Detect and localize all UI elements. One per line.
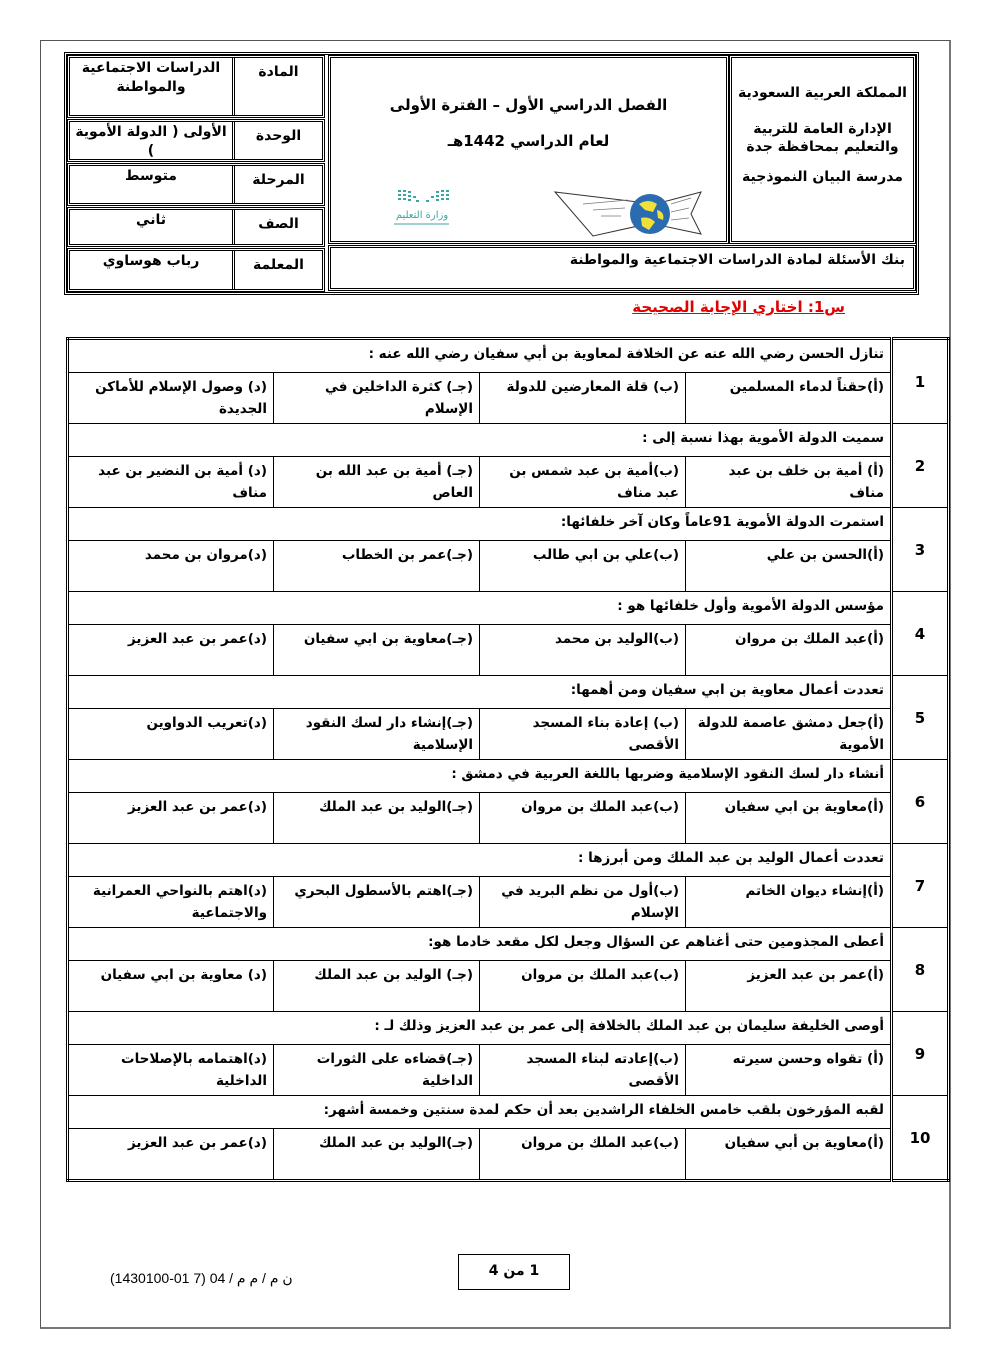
info-table (67, 55, 327, 292)
question-options-row (68, 1045, 949, 1096)
question-options-row (68, 625, 949, 676)
question-stem: تعددت أعمال الوليد بن عبد الملك ومن أبرزها : (68, 844, 892, 877)
subject-label: المادة (258, 64, 299, 80)
answer-option[interactable]: (ب)علي بن ابي طالب (480, 541, 686, 592)
info-row-unit (67, 119, 325, 162)
question-stem: سميت الدولة الأموية بهذا نسبة إلى : (68, 424, 892, 457)
question-number: 9 (892, 1012, 949, 1096)
answer-option[interactable]: (جـ)عمر بن الخطاب (274, 541, 480, 592)
answer-option[interactable]: (د)عمر بن عبد العزيز (68, 625, 274, 676)
info-row-subject (67, 55, 325, 118)
term-title: الفصل الدراسي الأول – الفترة الأولى (389, 96, 668, 114)
answer-option[interactable]: (ب)عبد الملك بن مروان (480, 1129, 686, 1181)
answer-option[interactable]: (د)اهتم بالنواحي العمرانية والاجتماعية (68, 877, 274, 928)
school-name: مدرسة البيان النموذجية (742, 169, 903, 185)
answer-option[interactable]: (ب)الوليد بن محمد (480, 625, 686, 676)
question-options-row (68, 709, 949, 760)
question-number: 10 (892, 1096, 949, 1181)
answer-option[interactable]: (أ)إنشاء ديوان الخاتم (686, 877, 892, 928)
answer-option[interactable]: (ب)أول من نظم البريد في الإسلام (480, 877, 686, 928)
question-stem: تعددت أعمال معاوية بن ابي سفيان ومن أهمها: (68, 676, 892, 709)
question-stem-row (68, 508, 949, 541)
grade-label: الصف (258, 216, 299, 232)
organization-box (729, 55, 916, 244)
answer-option[interactable]: (جـ)اهتم بالأسطول البحري (274, 877, 480, 928)
answer-option[interactable]: (أ) تقواه وحسن سيرته (686, 1045, 892, 1096)
question-stem-row (68, 339, 949, 373)
question-number: 7 (892, 844, 949, 928)
question-number: 3 (892, 508, 949, 592)
unit-label: الوحدة (255, 128, 302, 144)
teacher-value: رباب هوساوي (70, 251, 235, 289)
globe-banner-logo-icon (553, 186, 703, 241)
answer-option[interactable]: (د)مروان بن محمد (68, 541, 274, 592)
answer-option[interactable]: (د) أمية بن النضير بن عبد مناف (68, 457, 274, 508)
answer-option[interactable]: (أ)الحسن بن علي (686, 541, 892, 592)
question-number: 8 (892, 928, 949, 1012)
answer-option[interactable]: (أ)جعل دمشق عاصمة للدولة الأموية (686, 709, 892, 760)
question-stem-row (68, 592, 949, 625)
answer-option[interactable]: (ب) إعادة بناء المسجد الأقصى (480, 709, 686, 760)
answer-option[interactable]: (جـ) كثرة الداخلين في الإسلام (274, 373, 480, 424)
question-stem: أنشاء دار لسك النقود الإسلامية وضربها باللغة العربية في دمشق : (68, 760, 892, 793)
question-stem: تنازل الحسن رضي الله عنه عن الخلافة لمعاوية بن أبي سفيان رضي الله عنه : (68, 339, 892, 373)
question-stem: أوصى الخليفة سليمان بن عبد الملك بالخلافة إلى عمر بن عبد العزيز وذلك لـ : (68, 1012, 892, 1045)
subject-value: الدراسات الاجتماعية والمواطنة (70, 58, 235, 115)
questions-table (66, 337, 950, 1182)
ministry-logo-text: وزارة التعليم (395, 210, 449, 221)
question-stem: استمرت الدولة الأموية 91عاماً وكان آخر خلفائها: (68, 508, 892, 541)
answer-option[interactable]: (جـ) الوليد بن عبد الملك (274, 961, 480, 1012)
question-options-row (68, 1129, 949, 1181)
answer-option[interactable]: (أ)معاوية بن أبي سفيان (686, 1129, 892, 1181)
directorate-line2: والتعليم بمحافظة جدة (746, 139, 899, 155)
answer-option[interactable]: (ب)إعادته لبناء المسجد الأقصى (480, 1045, 686, 1096)
directorate-line1: الإدارة العامة للتربية (753, 121, 892, 137)
answer-option[interactable]: (جـ)معاوية بن ابي سفيان (274, 625, 480, 676)
answer-option[interactable]: (ب)عبد الملك بن مروان (480, 793, 686, 844)
country-name: المملكة العربية السعودية (738, 85, 907, 101)
question-stem-row (68, 760, 949, 793)
question-options-row (68, 457, 949, 508)
answer-option[interactable]: (جـ)قضاءه على الثورات الداخلية (274, 1045, 480, 1096)
answer-option[interactable]: (د) معاوية بن ابي سفيان (68, 961, 274, 1012)
question-number: 2 (892, 424, 949, 508)
document-code: ن م / م م / 04 (7 01-1430100) (110, 1270, 293, 1286)
teacher-label: المعلمة (253, 257, 304, 273)
question-stem: لقبه المؤرخون بلقب خامس الخلفاء الراشدين بعد أن حكم لمدة سنتين وخمسة أشهر: (68, 1096, 892, 1129)
question-stem-row (68, 928, 949, 961)
answer-option[interactable]: (ب)أمية بن عبد شمس بن عبد مناف (480, 457, 686, 508)
question-stem-row (68, 844, 949, 877)
question-number: 1 (892, 339, 949, 424)
page-number: 1 من 4 (458, 1254, 570, 1290)
answer-option[interactable]: (أ)حقناً لدماء المسلمين (686, 373, 892, 424)
answer-option[interactable]: (ب)عبد الملك بن مروان (480, 961, 686, 1012)
ministry-of-education-logo-icon (386, 188, 461, 233)
term-box (328, 55, 729, 244)
question-stem: مؤسس الدولة الأموية وأول خلفائها هو : (68, 592, 892, 625)
answer-option[interactable]: (جـ) أمية بن عبد الله بن العاص (274, 457, 480, 508)
answer-option[interactable]: (أ)عمر بن عبد العزيز (686, 961, 892, 1012)
question-stem-row (68, 676, 949, 709)
answer-option[interactable]: (أ) أمية بن خلف بن عبد مناف (686, 457, 892, 508)
question-stem-row (68, 1012, 949, 1045)
question-options-row (68, 961, 949, 1012)
info-row-grade (67, 207, 325, 247)
document-header (64, 52, 919, 295)
question-options-row (68, 541, 949, 592)
answer-option[interactable]: (أ)معاوية بن ابي سفيان (686, 793, 892, 844)
answer-option[interactable]: (د)تعريب الدواوين (68, 709, 274, 760)
question-stem: أعطى المجذومين حتى أغناهم عن السؤال وجعل لكل مقعد خادما هو: (68, 928, 892, 961)
question-bank-title: بنك الأسئلة لمادة الدراسات الاجتماعية والمواطنة (328, 245, 916, 291)
answer-option[interactable]: (د)عمر بن عبد العزيز (68, 1129, 274, 1181)
answer-option[interactable]: (ب) قلة المعارضين للدولة (480, 373, 686, 424)
answer-option[interactable]: (د)عمر بن عبد العزيز (68, 793, 274, 844)
question-stem-row (68, 1096, 949, 1129)
question-stem-row (68, 424, 949, 457)
stage-value: متوسط (70, 166, 235, 203)
answer-option[interactable]: (د)اهتمامه بالإصلاحات الداخلية (68, 1045, 274, 1096)
stage-label: المرحلة (252, 172, 305, 188)
question-options-row (68, 877, 949, 928)
answer-option[interactable]: (جـ)إنشاء دار لسك النقود الإسلامية (274, 709, 480, 760)
info-row-stage (67, 163, 325, 206)
answer-option[interactable]: (د) وصول الإسلام للأماكن الجديدة (68, 373, 274, 424)
unit-value: الأولى ( الدولة الأموية ) (70, 122, 235, 159)
question-options-row (68, 373, 949, 424)
answer-option[interactable]: (جـ)الوليد بن عبد الملك (274, 1129, 480, 1181)
answer-option[interactable]: (أ)عبد الملك بن مروان (686, 625, 892, 676)
question-number: 5 (892, 676, 949, 760)
answer-option[interactable]: (جـ)الوليد بن عبد الملك (274, 793, 480, 844)
question-number: 6 (892, 760, 949, 844)
question-options-row (68, 793, 949, 844)
academic-year: لعام الدراسي 1442هـ (447, 132, 610, 150)
info-row-teacher (67, 248, 325, 292)
grade-value: ثاني (70, 210, 235, 244)
question-number: 4 (892, 592, 949, 676)
section-title: س1: اختاري الإجابة الصحيحة (632, 298, 845, 316)
